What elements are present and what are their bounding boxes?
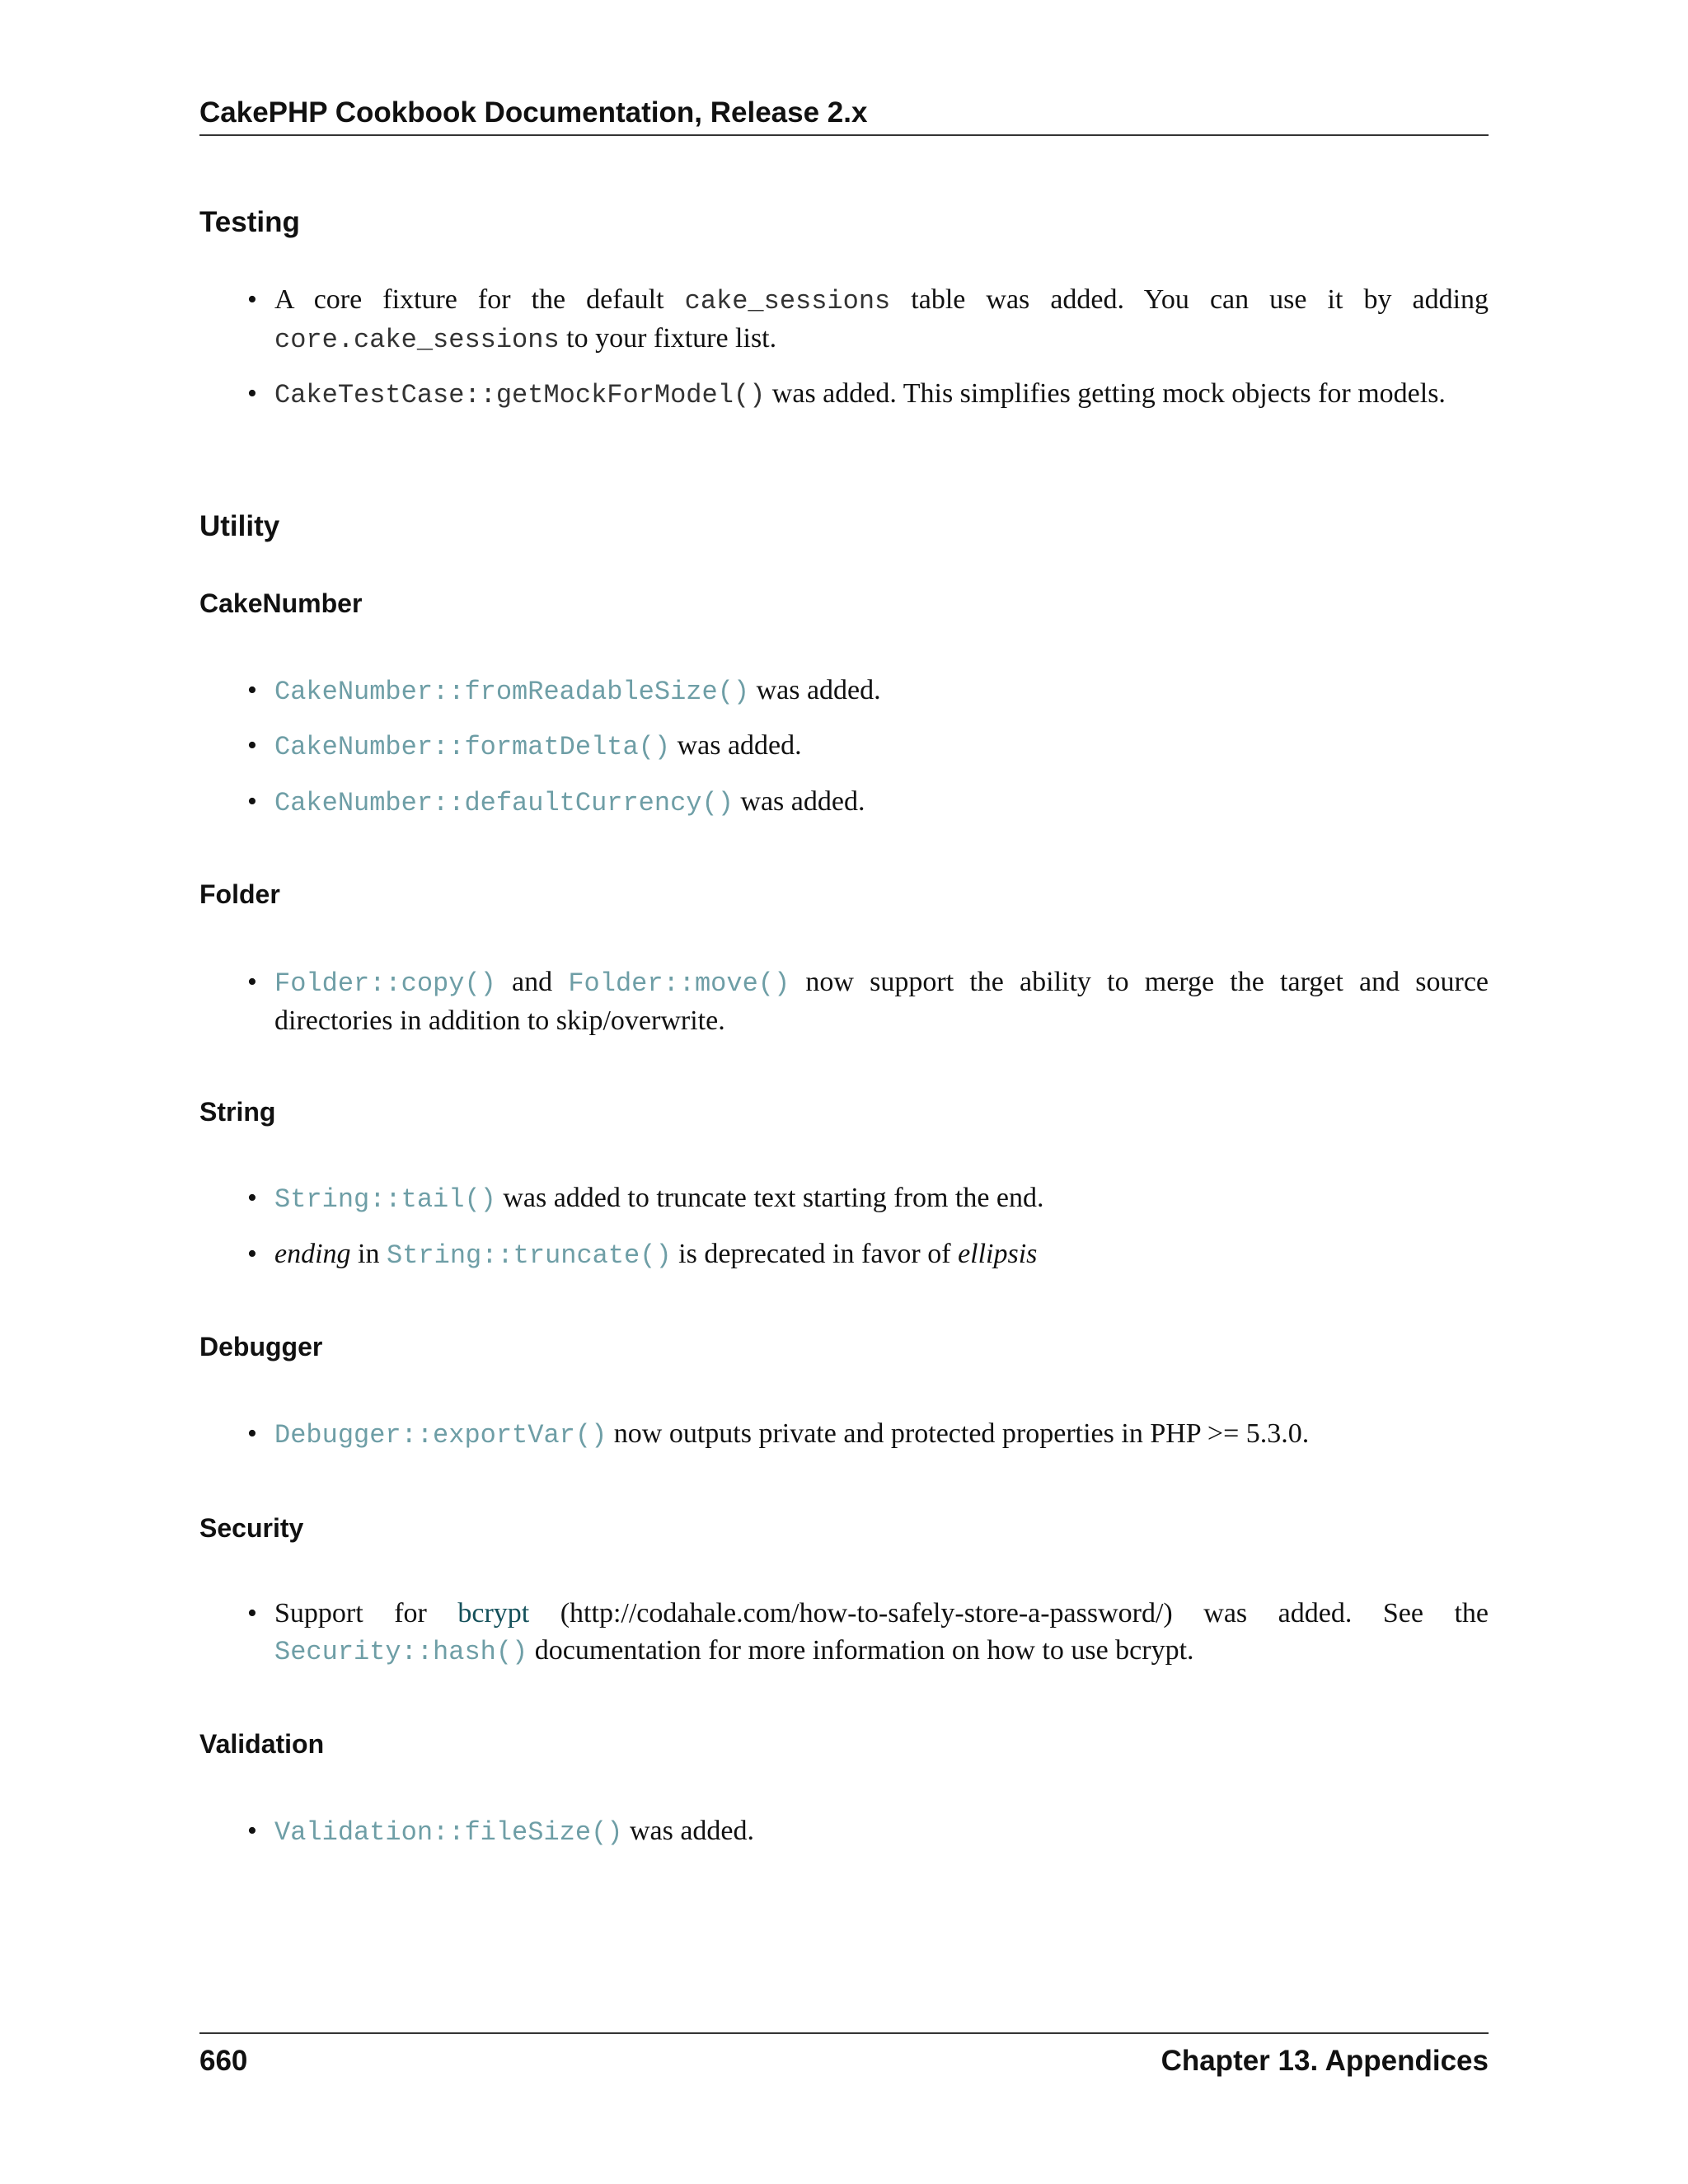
api-link[interactable] xyxy=(274,786,734,817)
text: Support for xyxy=(274,1598,427,1629)
text: ellipsis xyxy=(958,1239,1038,1269)
code: CakeNumber::defaultCurrency() xyxy=(274,788,734,818)
text: in xyxy=(358,1239,380,1269)
heading-validation: Validation xyxy=(199,1729,325,1759)
list-item: • Debugger::exportVar() now outputs private and protected properties in PHP >= 5.3.0. xyxy=(247,1418,1310,1451)
heading-testing: Testing xyxy=(199,206,300,238)
list-item: • ending in String::truncate() is deprecated in favor of ellipsis xyxy=(247,1239,1038,1271)
code: String::truncate() xyxy=(387,1240,672,1271)
code: CakeTestCase::getMockForModel() xyxy=(274,380,766,410)
api-link[interactable] xyxy=(274,967,496,997)
running-header: CakePHP Cookbook Documentation, Release 2.x xyxy=(199,96,868,129)
api-link[interactable] xyxy=(274,1816,622,1846)
list-item: • CakeNumber::defaultCurrency() was added. xyxy=(247,786,865,818)
text: and xyxy=(512,967,553,997)
heading-utility: Utility xyxy=(199,510,280,542)
api-link[interactable] xyxy=(387,1239,672,1269)
code: String::tail() xyxy=(274,1184,496,1215)
list-item: • Folder::copy() and Folder::move() now support the ability to merge the target and source directories in addition to skip/overwrite. xyxy=(247,967,1489,1036)
heading-cakenumber: CakeNumber xyxy=(199,588,363,618)
heading-folder: Folder xyxy=(199,879,280,909)
api-link[interactable] xyxy=(274,1635,528,1666)
text: documentation for more information on how to use bcrypt. xyxy=(534,1635,1194,1666)
heading-debugger: Debugger xyxy=(199,1332,323,1361)
text: was added. xyxy=(756,675,881,705)
text: was added to truncate text starting from the end. xyxy=(503,1183,1044,1213)
code: Debugger::exportVar() xyxy=(274,1420,607,1451)
text: A core fixture for the default xyxy=(274,284,664,315)
text: (http://codahale.com/how-to-safely-store-a-password/) was added. See the xyxy=(560,1598,1489,1629)
api-link[interactable] xyxy=(274,730,670,761)
text: to your fixture list. xyxy=(566,323,777,354)
code: cake_sessions xyxy=(684,286,891,316)
code: Folder::move() xyxy=(568,968,790,999)
heading-string: String xyxy=(199,1097,276,1127)
chapter-title: Chapter 13. Appendices xyxy=(1160,2045,1489,2077)
code: core.cake_sessions xyxy=(274,325,560,355)
text: was added. This simplifies getting mock objects for models. xyxy=(771,378,1446,409)
text: was added. xyxy=(740,786,865,817)
list-item: • Validation::fileSize() was added. xyxy=(247,1816,755,1848)
api-link[interactable] xyxy=(274,675,749,705)
text: now outputs private and protected properties in PHP >= 5.3.0. xyxy=(613,1418,1310,1449)
list-item: • String::tail() was added to truncate text starting from the end. xyxy=(247,1183,1044,1215)
code: Security::hash() xyxy=(274,1637,528,1667)
code: CakeNumber::fromReadableSize() xyxy=(274,677,750,707)
bcrypt-link[interactable]: bcrypt xyxy=(457,1598,530,1629)
text: ending xyxy=(274,1239,351,1269)
code: CakeNumber::formatDelta() xyxy=(274,732,671,762)
text: was added. xyxy=(629,1816,755,1846)
list-item: • A core fixture for the default cake_sessions table was added. You can use it by adding core.cake_sessions to your fixture list. xyxy=(247,284,1489,355)
api-link[interactable] xyxy=(274,1183,496,1213)
header-rule xyxy=(199,134,1489,136)
list-item: • Support for bcrypt (http://codahale.com/how-to-safely-store-a-password/) was added. See the Security::hash() documentation for more information on how to use bcrypt. xyxy=(247,1598,1489,1667)
api-link[interactable] xyxy=(568,967,790,997)
code: Folder::copy() xyxy=(274,968,496,999)
text: now support the ability to merge the target and source directories in addition to skip/overwrite. xyxy=(274,967,1489,1036)
heading-security: Security xyxy=(199,1513,304,1543)
page-number: 660 xyxy=(199,2045,248,2077)
text: was added. xyxy=(677,730,802,761)
api-link[interactable] xyxy=(274,1418,607,1449)
list-item: • CakeNumber::fromReadableSize() was added. xyxy=(247,675,881,707)
footer-rule xyxy=(199,2032,1489,2034)
text: is deprecated in favor of xyxy=(678,1239,951,1269)
list-item: • CakeTestCase::getMockForModel() was added. This simplifies getting mock objects for models. xyxy=(247,378,1446,410)
code: Validation::fileSize() xyxy=(274,1817,623,1848)
text: table was added. You can use it by adding xyxy=(911,284,1489,315)
list-item: • CakeNumber::formatDelta() was added. xyxy=(247,730,802,762)
